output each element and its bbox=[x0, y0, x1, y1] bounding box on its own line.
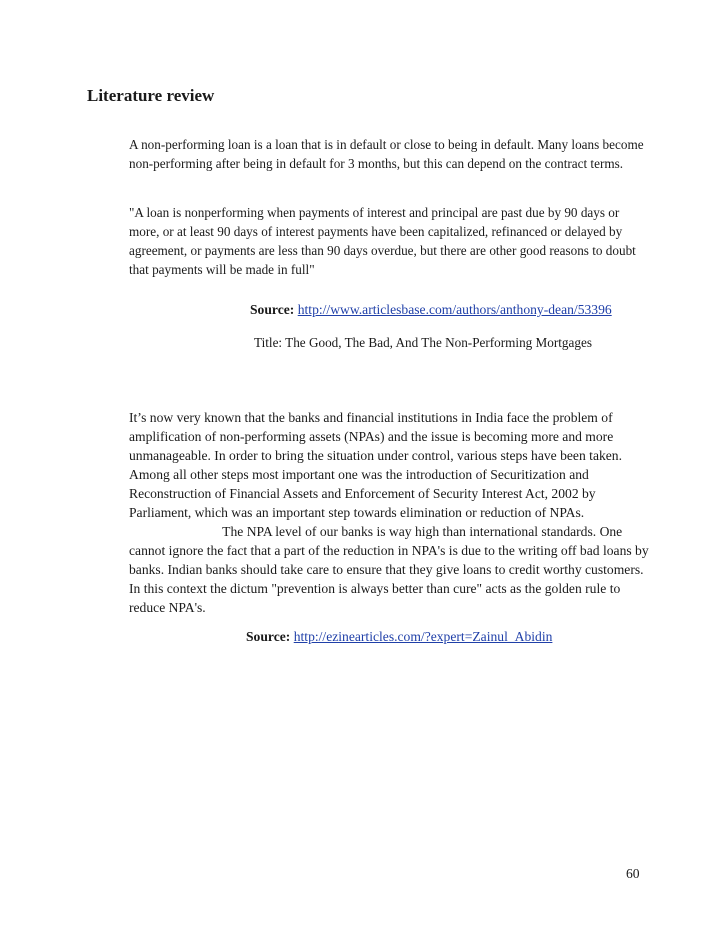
source-label: Source: bbox=[250, 302, 295, 317]
paragraph-npa-india bbox=[129, 408, 649, 617]
source-label: Source: bbox=[246, 629, 291, 644]
source-link-ezinearticles[interactable]: http://ezinearticles.com/?expert=Zainul_Abidin bbox=[293, 629, 553, 644]
source-citation-1 bbox=[250, 300, 612, 319]
source-link-articlesbase[interactable]: http://www.articlesbase.com/authors/anthony-dean/53396 bbox=[297, 302, 612, 317]
paragraph-npl-definition: A non-performing loan is a loan that is in default or close to being in default. Many loans become non-performing after being in default for 3 months, but this can depend on the contract terms. bbox=[129, 137, 644, 171]
paragraph-npa-part-2: The NPA level of our banks is way high than international standards. One cannot ignore the fact that a part of the reduction in NPA's is due to the writing off bad loans by banks. Indian banks should take care to ensure that they give loans to credit worthy customers. In this context the dictum "prevention is always better than cure" acts as the golden rule to reduce NPA's. bbox=[129, 524, 649, 615]
source-citation-2 bbox=[246, 627, 552, 646]
source-title: Title: The Good, The Bad, And The Non-Performing Mortgages bbox=[254, 335, 592, 350]
section-heading: Literature review bbox=[87, 86, 215, 105]
page-number: 60 bbox=[626, 866, 640, 881]
paragraph-quote: "A loan is nonperforming when payments of interest and principal are past due by 90 days or more, or at least 90 days of interest payments have been capitalized, refinanced or delayed by agreement, or payments are less than 90 days overdue, but there are other good reasons to doubt that payments will be made in full" bbox=[129, 205, 636, 277]
paragraph-npa-part-1: It’s now very known that the banks and financial institutions in India face the problem of amplification of non-performing assets (NPAs) and the issue is becoming more and more unmanageable. In order to bring the situation under control, various steps have been taken. Among all other steps most important one was the introduction of Securitization and Reconstruction of Financial Assets and Enforcement of Security Interest Act, 2002 by Parliament, which was an important step towards elimination or reduction of NPAs. bbox=[129, 410, 622, 520]
